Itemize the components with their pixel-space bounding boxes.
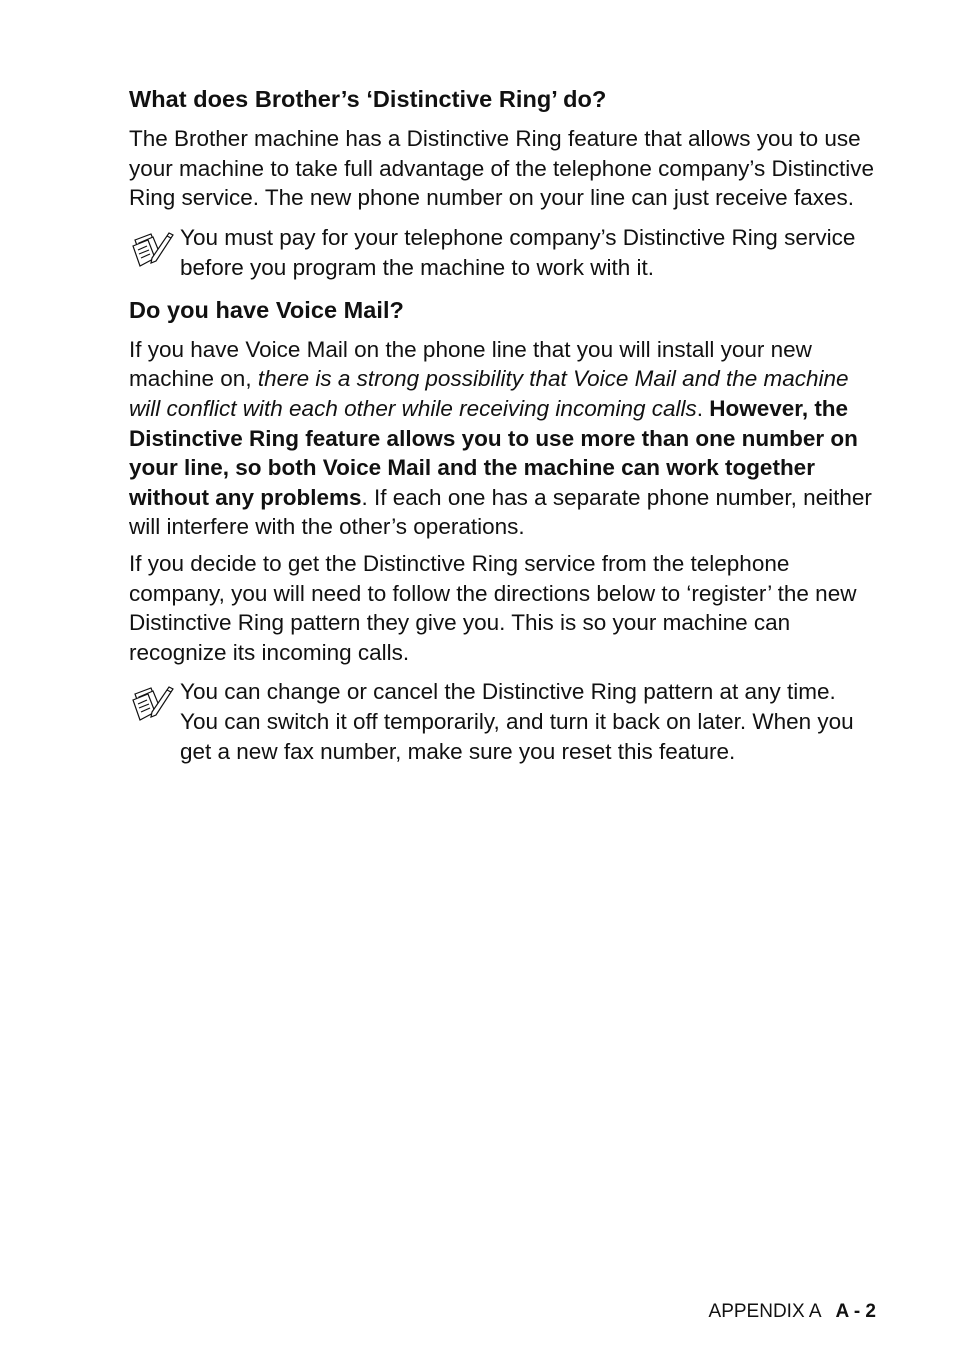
page-footer [709,1300,876,1324]
voice-mail-separator-text: . [696,395,710,421]
note-payment-text: You must pay for your telephone company’s Distinctive Ring service before you program the machine to work with it. [180,224,856,280]
note-payment [129,223,879,283]
footer-section-label: APPENDIX A [708,1301,822,1322]
voice-mail-lead-text: If you have Voice Mail on the phone line that you will install your new machine on, [129,336,812,392]
voice-mail-paragraph [129,335,879,542]
voice-mail-bold-text: However, the Distinctive Ring feature allows you to use more than one number on your line, so both Voice Mail and the machine can work together without any problems [129,395,858,510]
note-change-pattern [129,677,879,767]
register-pattern-paragraph: If you decide to get the Distinctive Ring service from the telephone company, you will need to follow the directions below to ‘register’ the new Distinctive Ring pattern they give you. This is so your machine can recognize its incoming calls. [129,550,857,665]
section-heading-distinctive-ring: What does Brother’s ‘Distinctive Ring’ do? [129,86,607,112]
page-content [129,84,879,767]
note-change-pattern-text: You can change or cancel the Distinctive Ring pattern at any time. You can switch it off temporarily, and turn it back on later. When you get a new fax number, make sure you reset this feature. [180,679,854,765]
note-pencil-icon [132,684,174,724]
footer-page-number: A - 2 [835,1301,876,1322]
distinctive-ring-paragraph: The Brother machine has a Distinctive Ring feature that allows you to use your machine to take full advantage of the telephone company’s Distinctive Ring service. The new phone number on your line can just receive faxes. [129,126,875,211]
voice-mail-italic-text: there is a strong possibility that Voice Mail and the machine will conflict with each other while receiving incoming calls [129,366,849,421]
voice-mail-tail-text: . If each one has a separate phone number, neither will interfere with the other’s operations. [129,484,872,540]
section-heading-voice-mail: Do you have Voice Mail? [129,296,404,323]
note-pencil-icon [132,230,174,270]
